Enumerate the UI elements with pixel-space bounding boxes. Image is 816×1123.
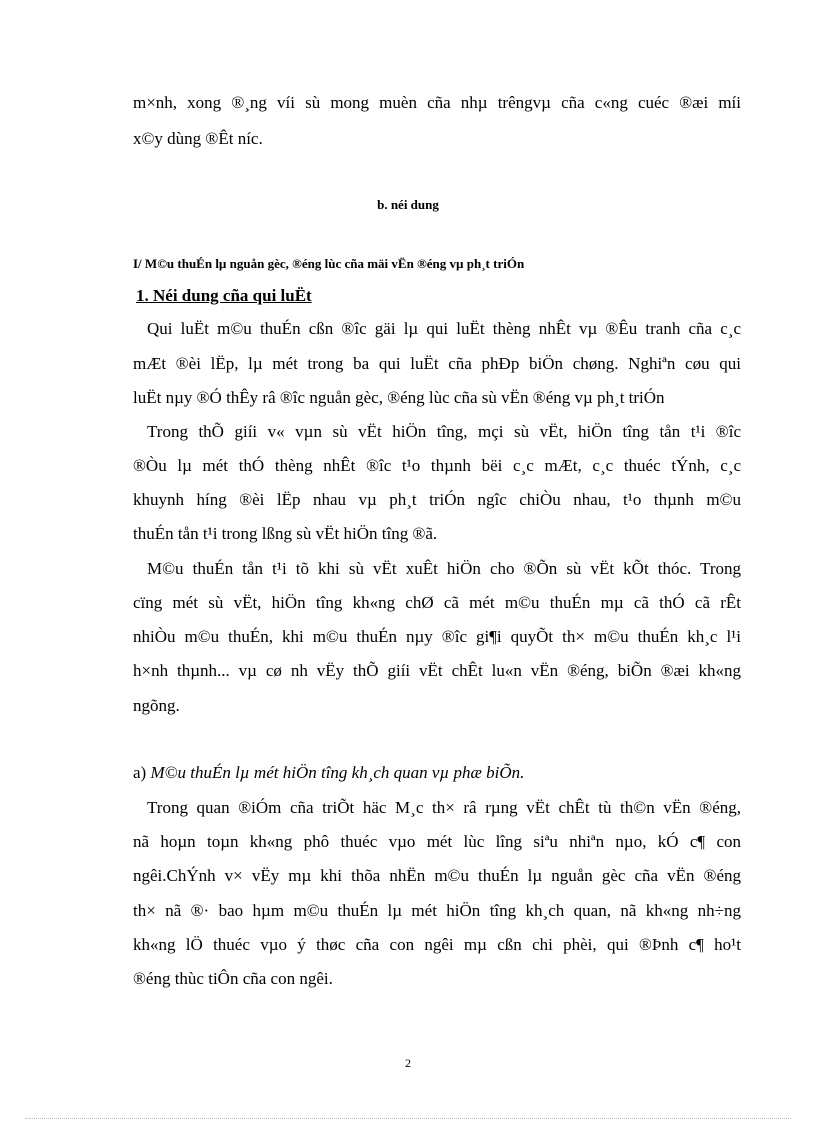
text-line: Trong thÕ giíi v« vµn sù vËt hiÖn tîng, mçi sù vËt, hiÖn tîng tån t¹i ®îc (147, 422, 741, 441)
text-line: M©u thuÉn tån t¹i tõ khi sù vËt xuÊt hiÖn cho ®Õn sù vËt kÕt thóc. Trong (147, 559, 741, 578)
subsection-heading-1: 1. Néi dung cña qui luËt (136, 286, 312, 305)
text-line: cïng mét sù vËt, hiÖn tîng kh«ng chØ cã mét m©u thuÉn mµ cã thÓ cã rÊt (133, 593, 741, 612)
text-line: ngêi.ChÝnh v× vËy mµ khi thõa nhËn m©u thuÉn lµ nguån gèc cña vËn ®éng (133, 866, 741, 885)
text-line: m×nh, xong ®¸ng víi sù mong muèn cña nhµ trêngvµ cña c«ng cuéc ®æi míi (133, 93, 741, 112)
text-line: thuÉn tån t¹i trong lßng sù vËt hiÖn tîng ®ã. (133, 524, 438, 543)
text-line: Qui luËt m©u thuÉn cßn ®îc gäi lµ qui luËt thèng nhÊt vµ ®Êu tranh cña c¸c (147, 319, 741, 338)
text-line: h×nh thµnh... vµ cø nh vËy thÕ giíi vËt chÊt lu«n vËn ®éng, biÕn ®æi kh«ng (133, 661, 741, 680)
subsection-heading-a (133, 763, 524, 783)
text-line: ngõng. (133, 696, 180, 715)
text-line: luËt nµy ®Ó thÊy râ ®îc nguån gèc, ®éng lùc cña sù vËn ®éng vµ ph¸t triÓn (133, 388, 665, 407)
text-line: th× nã ®· bao hµm m©u thuÉn lµ mét hiÖn tîng kh¸ch quan, nã kh«ng nh÷ng (133, 901, 741, 920)
text-line: Trong quan ®iÓm cña triÕt häc M¸c th× râ rµng vËt chÊt tù th©n vËn ®éng, (147, 798, 741, 817)
text-line: khuynh híng ®èi lËp nhau vµ ph¸t triÓn ngîc chiÒu nhau, t¹o thµnh m©u (133, 490, 741, 509)
text-line: ®éng thùc tiÔn cña con ngêi. (133, 969, 333, 988)
section-heading-b: b. néi dung (377, 197, 439, 212)
subsection-title: M©u thuÉn lµ mét hiÖn tîng kh¸ch quan vµ phæ biÕn. (150, 763, 525, 782)
text-line: nã hoµn toµn kh«ng phô thuéc vµo mét lùc lîng siªu nhiªn nµo, kÓ c¶ con (133, 832, 741, 851)
text-line: kh«ng lÖ thuéc vµo ý thøc cña con ngêi mµ cßn chi phèi, qui ®Þnh c¶ ho¹t (133, 935, 741, 954)
text-line: ®Òu lµ mét thÓ thèng nhÊt ®îc t¹o thµnh bëi c¸c mÆt, c¸c thuéc tÝnh, c¸c (133, 456, 741, 475)
text-line: mÆt ®èi lËp, lµ mét trong ba qui luËt cña phÐp biÖn chøng. Nghiªn cøu qui (133, 354, 741, 373)
section-heading-i: I/ M©u thuÉn lµ nguån gèc, ®éng lùc cña mäi vËn ®éng vµ ph¸t triÓn (133, 256, 525, 271)
page-number: 2 (405, 1056, 411, 1070)
subsection-prefix: a) (133, 763, 151, 782)
text-line: x©y dùng ®Êt níc. (133, 129, 263, 148)
page-bottom-rule (25, 1118, 791, 1119)
text-line: nhiÒu m©u thuÉn, khi m©u thuÉn nµy ®îc gi¶i quyÕt th× m©u thuÉn kh¸c l¹i (133, 627, 741, 646)
